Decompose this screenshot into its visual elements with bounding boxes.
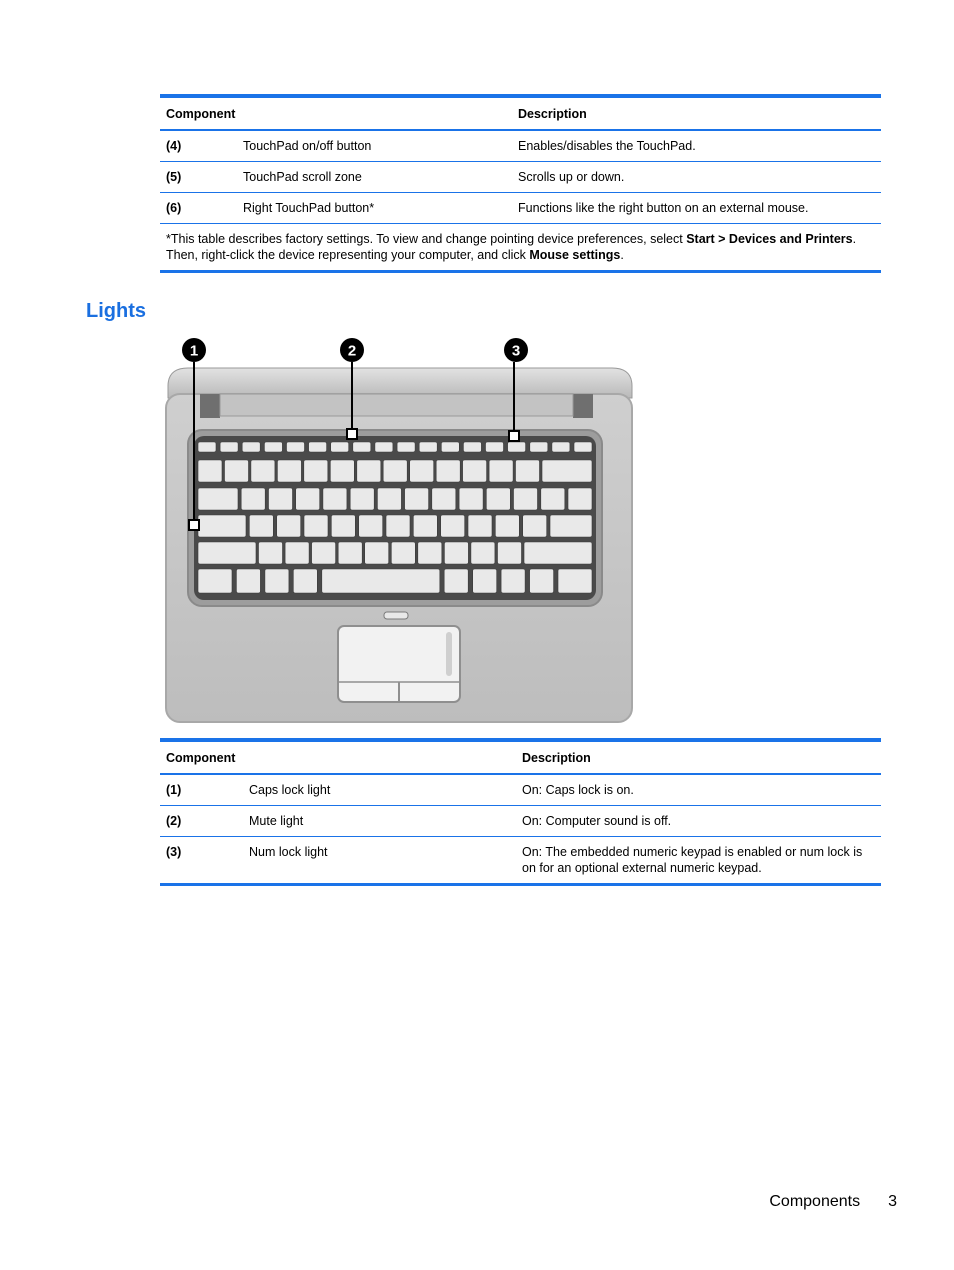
- description-column-header: Description: [516, 740, 881, 774]
- keyboard-key: [568, 488, 592, 510]
- table-row: [160, 130, 881, 162]
- footnote-text: . Then, right-click the device representing your computer, and click: [166, 232, 857, 262]
- keyboard-key: [498, 542, 522, 564]
- touchpad-onoff-indicator: [384, 612, 408, 619]
- mute-light: [347, 429, 357, 439]
- keyboard-key: [296, 488, 320, 510]
- section-heading: Lights: [86, 300, 146, 322]
- keyboard-key: [338, 542, 362, 564]
- callout-2: [340, 338, 364, 362]
- component-description: On: Computer sound is off.: [516, 806, 881, 837]
- keyboard-key: [304, 515, 328, 537]
- description-column-header: Description: [512, 96, 881, 130]
- callout-1: [182, 338, 206, 362]
- keyboard-key: [444, 542, 468, 564]
- keyboard-key: [220, 442, 238, 452]
- num-lock-light: [509, 431, 519, 441]
- callout-number: 1: [189, 342, 199, 360]
- page-number: 3: [888, 1193, 897, 1210]
- keyboard-key: [198, 442, 216, 452]
- table-footnote: [160, 224, 881, 272]
- keyboard-key: [463, 442, 481, 452]
- keyboard-key: [516, 460, 540, 482]
- keyboard-key: [264, 442, 282, 452]
- component-description: Enables/disables the TouchPad.: [512, 130, 881, 162]
- keyboard-key: [413, 515, 437, 537]
- component-number: (5): [160, 162, 237, 193]
- keyboard-key: [574, 442, 592, 452]
- keyboard-key: [441, 442, 459, 452]
- keyboard-key: [514, 488, 538, 510]
- keyboard-key: [486, 442, 504, 452]
- keyboard-key: [436, 460, 460, 482]
- keyboard-key: [489, 460, 513, 482]
- keyboard-key: [259, 542, 283, 564]
- keyboard-key: [198, 542, 256, 564]
- left-hinge: [200, 394, 220, 418]
- keyboard-key: [383, 460, 407, 482]
- keyboard-key: [419, 442, 437, 452]
- keyboard-key: [241, 488, 265, 510]
- component-column-header: Component: [160, 740, 516, 774]
- keyboard-key: [357, 460, 381, 482]
- component-name: Right TouchPad button*: [237, 193, 512, 224]
- keyboard-key: [323, 488, 347, 510]
- keyboard-key: [542, 460, 592, 482]
- keyboard-key: [322, 569, 440, 593]
- keyboard-key: [508, 442, 526, 452]
- footnote-text: .: [620, 248, 624, 262]
- keyboard-key: [552, 442, 570, 452]
- component-number: (1): [160, 774, 243, 806]
- keyboard-key: [410, 460, 434, 482]
- keyboard-key: [350, 488, 374, 510]
- keyboard-key: [432, 488, 456, 510]
- keyboard-key: [242, 442, 260, 452]
- callout-number: 2: [347, 342, 357, 360]
- component-description: On: The embedded numeric keypad is enabled or num lock is on for an optional external numeric keypad.: [516, 837, 881, 885]
- keyboard-lights-figure: [160, 336, 640, 726]
- keyboard-key: [444, 569, 468, 593]
- keyboard-key: [277, 515, 301, 537]
- component-column-header: Component: [160, 96, 512, 130]
- lights-components-table: [160, 738, 881, 886]
- keyboard-key: [541, 488, 565, 510]
- component-name: TouchPad on/off button: [237, 130, 512, 162]
- keyboard-key: [309, 442, 327, 452]
- keyboard-key: [249, 515, 273, 537]
- keyboard-key: [287, 442, 305, 452]
- component-name: Caps lock light: [243, 774, 516, 806]
- touchpad-scroll-zone: [446, 632, 452, 676]
- keyboard-key: [251, 460, 275, 482]
- component-number: (2): [160, 806, 243, 837]
- table-row: [160, 837, 881, 885]
- callout-3: [504, 338, 528, 362]
- component-description: Functions like the right button on an external mouse.: [512, 193, 881, 224]
- keyboard-key: [225, 460, 249, 482]
- keyboard-key: [459, 488, 483, 510]
- keyboard-key: [265, 569, 289, 593]
- component-name: TouchPad scroll zone: [237, 162, 512, 193]
- keyboard-key: [486, 488, 510, 510]
- callout-number: 3: [511, 342, 521, 360]
- keyboard-key: [441, 515, 465, 537]
- keyboard-key: [312, 542, 336, 564]
- component-number: (4): [160, 130, 237, 162]
- keyboard-key: [198, 569, 232, 593]
- keyboard-key: [269, 488, 293, 510]
- keyboard-key: [198, 515, 246, 537]
- table-row: [160, 193, 881, 224]
- component-number: (3): [160, 837, 243, 885]
- keyboard-key: [530, 442, 548, 452]
- keyboard-key: [330, 460, 354, 482]
- table-header-row: [160, 96, 881, 130]
- keyboard-key: [331, 442, 349, 452]
- keyboard-key: [550, 515, 592, 537]
- keyboard-key: [285, 542, 309, 564]
- footer-section-name: Components: [769, 1193, 861, 1210]
- keyboard-key: [198, 460, 222, 482]
- keyboard-key: [558, 569, 592, 593]
- table-note-row: [160, 224, 881, 272]
- keyboard-key: [471, 542, 495, 564]
- keyboard-key: [501, 569, 525, 593]
- component-name: Mute light: [243, 806, 516, 837]
- table-row: [160, 774, 881, 806]
- page-footer: [769, 1193, 897, 1211]
- keyboard-key: [405, 488, 429, 510]
- keyboard-key: [463, 460, 487, 482]
- touchpad-components-table: [160, 94, 881, 273]
- keyboard-key: [293, 569, 317, 593]
- keyboard-key: [391, 542, 415, 564]
- keyboard-key: [473, 569, 497, 593]
- table-row: [160, 806, 881, 837]
- keyboard-key: [377, 488, 401, 510]
- keyboard-key: [523, 515, 547, 537]
- component-description: Scrolls up or down.: [512, 162, 881, 193]
- keyboard-key: [375, 442, 393, 452]
- keyboard-key: [530, 569, 554, 593]
- keyboard-key: [397, 442, 415, 452]
- keyboard-key: [353, 442, 371, 452]
- table-header-row: [160, 740, 881, 774]
- keyboard-key: [524, 542, 592, 564]
- component-description: On: Caps lock is on.: [516, 774, 881, 806]
- footnote-bold-setting: Mouse settings: [529, 248, 621, 262]
- table-row: [160, 162, 881, 193]
- component-name: Num lock light: [243, 837, 516, 885]
- keyboard-key: [304, 460, 328, 482]
- component-number: (6): [160, 193, 237, 224]
- keyboard-key: [359, 515, 383, 537]
- keyboard-key: [198, 488, 238, 510]
- keyboard-key: [418, 542, 442, 564]
- hinge-bar: [220, 394, 573, 416]
- right-hinge: [573, 394, 593, 418]
- keyboard-keys: [198, 442, 592, 593]
- keyboard-key: [365, 542, 389, 564]
- keyboard-key: [468, 515, 492, 537]
- footnote-text: *This table describes factory settings. To view and change pointing device preferences, select: [166, 232, 687, 246]
- keyboard-key: [277, 460, 301, 482]
- keyboard-key: [495, 515, 519, 537]
- keyboard-key: [331, 515, 355, 537]
- footnote-bold-path: Start > Devices and Printers: [686, 232, 853, 246]
- caps-lock-light: [189, 520, 199, 530]
- keyboard-key: [236, 569, 260, 593]
- keyboard-key: [386, 515, 410, 537]
